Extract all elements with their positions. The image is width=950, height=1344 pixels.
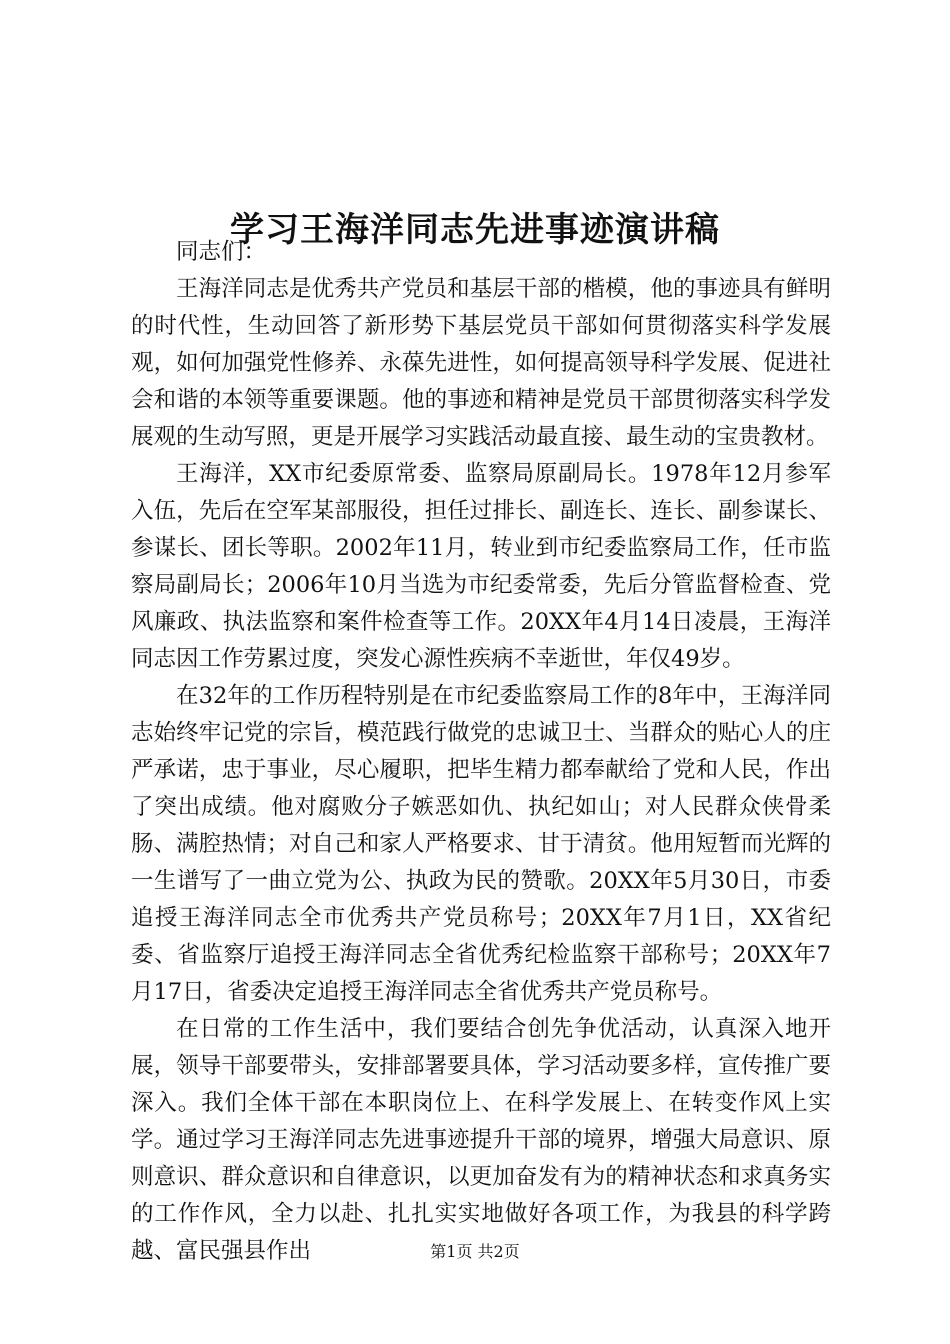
body-paragraph: 王海洋，XX市纪委原常委、监察局原副局长。1978年12月参军入伍，先后在空军某部服役，担任过排长、副连长、连长、副参谋长、参谋长、团长等职。2002年11月，转业到市纪委监察局工作，任市监察局副局长；2006年10月当选为市纪委常委，先后分管监督检查、党风廉政、执法监察和案件检查等工作。20XX年4月14日凌晨，王海洋同志因工作劳累过度，突发心源性疾病不幸逝世，年仅49岁。: [131, 461, 831, 672]
body-paragraph: 在日常的工作生活中，我们要结合创先争优活动，认真深入地开展，领导干部要带头，安排部署要具体，学习活动要多样，宣传推广要深入。我们全体干部在本职岗位上、在科学发展上、在转变作风上实学。通过学习王海洋同志先进事迹提升干部的境界，增强大局意识、原则意识、群众意识和自律意识，以更加奋发有为的精神状态和求真务实的工作作风，全力以赴、扎扎实实地做好各项工作，为我县的科学跨越、富民强县作出: [131, 1016, 831, 1264]
body-paragraph: 王海洋同志是优秀共产党员和基层干部的楷模，他的事迹具有鲜明的时代性，生动回答了新形势下基层党员干部如何贯彻落实科学发展观，如何加强党性修养、永葆先进性，如何提高领导科学发展、促进社会和谐的本领等重要课题。他的事迹和精神是党员干部贯彻落实科学发展观的生动写照，更是开展学习实践活动最直接、最生动的宝贵教材。: [131, 276, 831, 450]
body-paragraph: 在32年的工作历程特别是在市纪委监察局工作的8年中，王海洋同志始终牢记党的宗旨，模范践行做党的忠诚卫士、当群众的贴心人的庄严承诺，忠于事业，尽心履职，把毕生精力都奉献给了党和人民，作出了突出成绩。他对腐败分子嫉恶如仇、执纪如山；对人民群众侠骨柔肠、满腔热情；对自己和家人严格要求、甘于清贫。他用短暂而光辉的一生谱写了一曲立党为公、执政为民的赞歌。20XX年5月30日，市委追授王海洋同志全市优秀共产党员称号；20XX年7月1日，XX省纪委、省监察厅追授王海洋同志全省优秀纪检监察干部称号；20XX年7月17日，省委决定追授王海洋同志全省优秀共产党员称号。: [131, 683, 831, 1005]
document-body: [131, 234, 831, 1270]
document-title: 学习王海洋同志先进事迹演讲稿: [230, 209, 720, 250]
salutation-paragraph: 同志们：: [176, 239, 267, 265]
page-number-footer: 第1页 共2页: [430, 1242, 520, 1261]
